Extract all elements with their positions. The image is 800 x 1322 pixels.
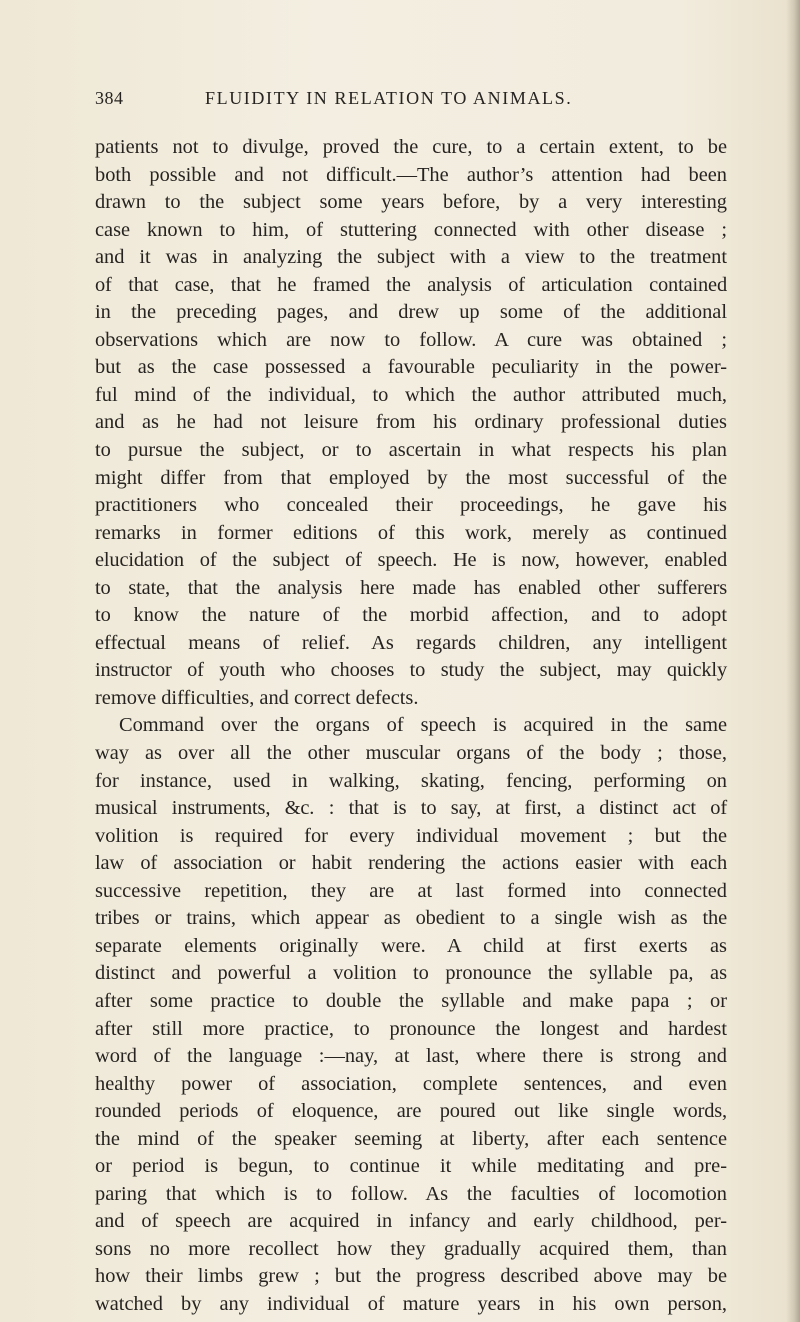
text-line: to know the nature of the morbid affection, and to adopt bbox=[95, 604, 727, 627]
text-line: and of speech are acquired in infancy and early childhood, per- bbox=[95, 1210, 727, 1233]
page-number: 384 bbox=[95, 88, 124, 108]
text-line: elucidation of the subject of speech. He is now, however, enabled bbox=[95, 549, 727, 572]
text-line: drawn to the subject some years before, by a very interesting bbox=[95, 191, 727, 214]
body-text bbox=[95, 134, 727, 1319]
text-line: case known to him, of stuttering connected with other disease ; bbox=[95, 218, 727, 241]
text-line: separate elements originally were. A child at first exerts as bbox=[95, 934, 727, 957]
text-line: or period is begun, to continue it while meditating and pre- bbox=[95, 1155, 727, 1178]
paragraph-1 bbox=[95, 134, 727, 712]
text-line: Command over the organs of speech is acquired in the same bbox=[119, 714, 727, 737]
text-line: paring that which is to follow. As the faculties of locomotion bbox=[95, 1182, 727, 1205]
page-gutter-shadow bbox=[786, 0, 800, 1322]
text-line: and as he had not leisure from his ordinary professional duties bbox=[95, 411, 727, 434]
text-line: patients not to divulge, proved the cure, to a certain extent, to be bbox=[95, 136, 727, 158]
text-line: rounded periods of eloquence, are poured out like single words, bbox=[95, 1100, 727, 1123]
text-line: word of the language :—nay, at last, where there is strong and bbox=[95, 1045, 727, 1068]
text-line: way as over all the other muscular organs of the body ; those, bbox=[95, 742, 727, 765]
text-line: but as the case possessed a favourable peculiarity in the power- bbox=[95, 356, 727, 379]
text-line: healthy power of association, complete sentences, and even bbox=[95, 1072, 727, 1095]
text-line: remove difficulties, and correct defects. bbox=[95, 686, 419, 709]
text-line: volition is required for every individual movement ; but the bbox=[95, 824, 727, 847]
text-line: effectual means of relief. As regards children, any intelligent bbox=[95, 631, 727, 654]
paragraph-2 bbox=[95, 712, 727, 1318]
running-title: FLUIDITY IN RELATION TO ANIMALS. bbox=[205, 88, 573, 108]
text-line: to state, that the analysis here made has enabled other sufferers bbox=[95, 576, 727, 599]
text-line: to pursue the subject, or to ascertain in what respects his plan bbox=[95, 439, 727, 462]
text-line: practitioners who concealed their proceedings, he gave his bbox=[95, 494, 727, 517]
text-line: how their limbs grew ; but the progress described above may be bbox=[95, 1265, 727, 1288]
text-line: after some practice to double the syllable and make papa ; or bbox=[95, 989, 727, 1012]
text-line: observations which are now to follow. A cure was obtained ; bbox=[95, 328, 727, 351]
text-line: successive repetition, they are at last formed into connected bbox=[95, 879, 727, 902]
text-line: both possible and not difficult.—The author’s attention had been bbox=[95, 163, 727, 186]
text-line: sons no more recollect how they gradually acquired them, than bbox=[95, 1237, 727, 1260]
text-line: law of association or habit rendering the actions easier with each bbox=[95, 852, 727, 875]
text-line: musical instruments, &c. : that is to say, at first, a distinct act of bbox=[95, 797, 727, 820]
text-line: might differ from that employed by the most successful of the bbox=[95, 466, 727, 489]
text-line: of that case, that he framed the analysis of articulation contained bbox=[95, 273, 727, 296]
text-line: and it was in analyzing the subject with a view to the treatment bbox=[95, 246, 727, 269]
page-header bbox=[95, 88, 725, 118]
text-line: distinct and powerful a volition to pronounce the syllable pa, as bbox=[95, 962, 727, 985]
text-line: instructor of youth who chooses to study the subject, may quickly bbox=[95, 659, 727, 682]
text-line: tribes or trains, which appear as obedient to a single wish as the bbox=[95, 907, 727, 930]
text-line: remarks in former editions of this work, merely as continued bbox=[95, 521, 727, 544]
text-line: after still more practice, to pronounce the longest and hardest bbox=[95, 1017, 727, 1040]
text-line: for instance, used in walking, skating, fencing, performing on bbox=[95, 769, 727, 792]
text-line: in the preceding pages, and drew up some of the additional bbox=[95, 301, 727, 324]
text-line: the mind of the speaker seeming at liberty, after each sentence bbox=[95, 1127, 727, 1150]
text-line: watched by any individual of mature years in his own person, bbox=[95, 1292, 727, 1315]
text-line: ful mind of the individual, to which the author attributed much, bbox=[95, 383, 727, 406]
